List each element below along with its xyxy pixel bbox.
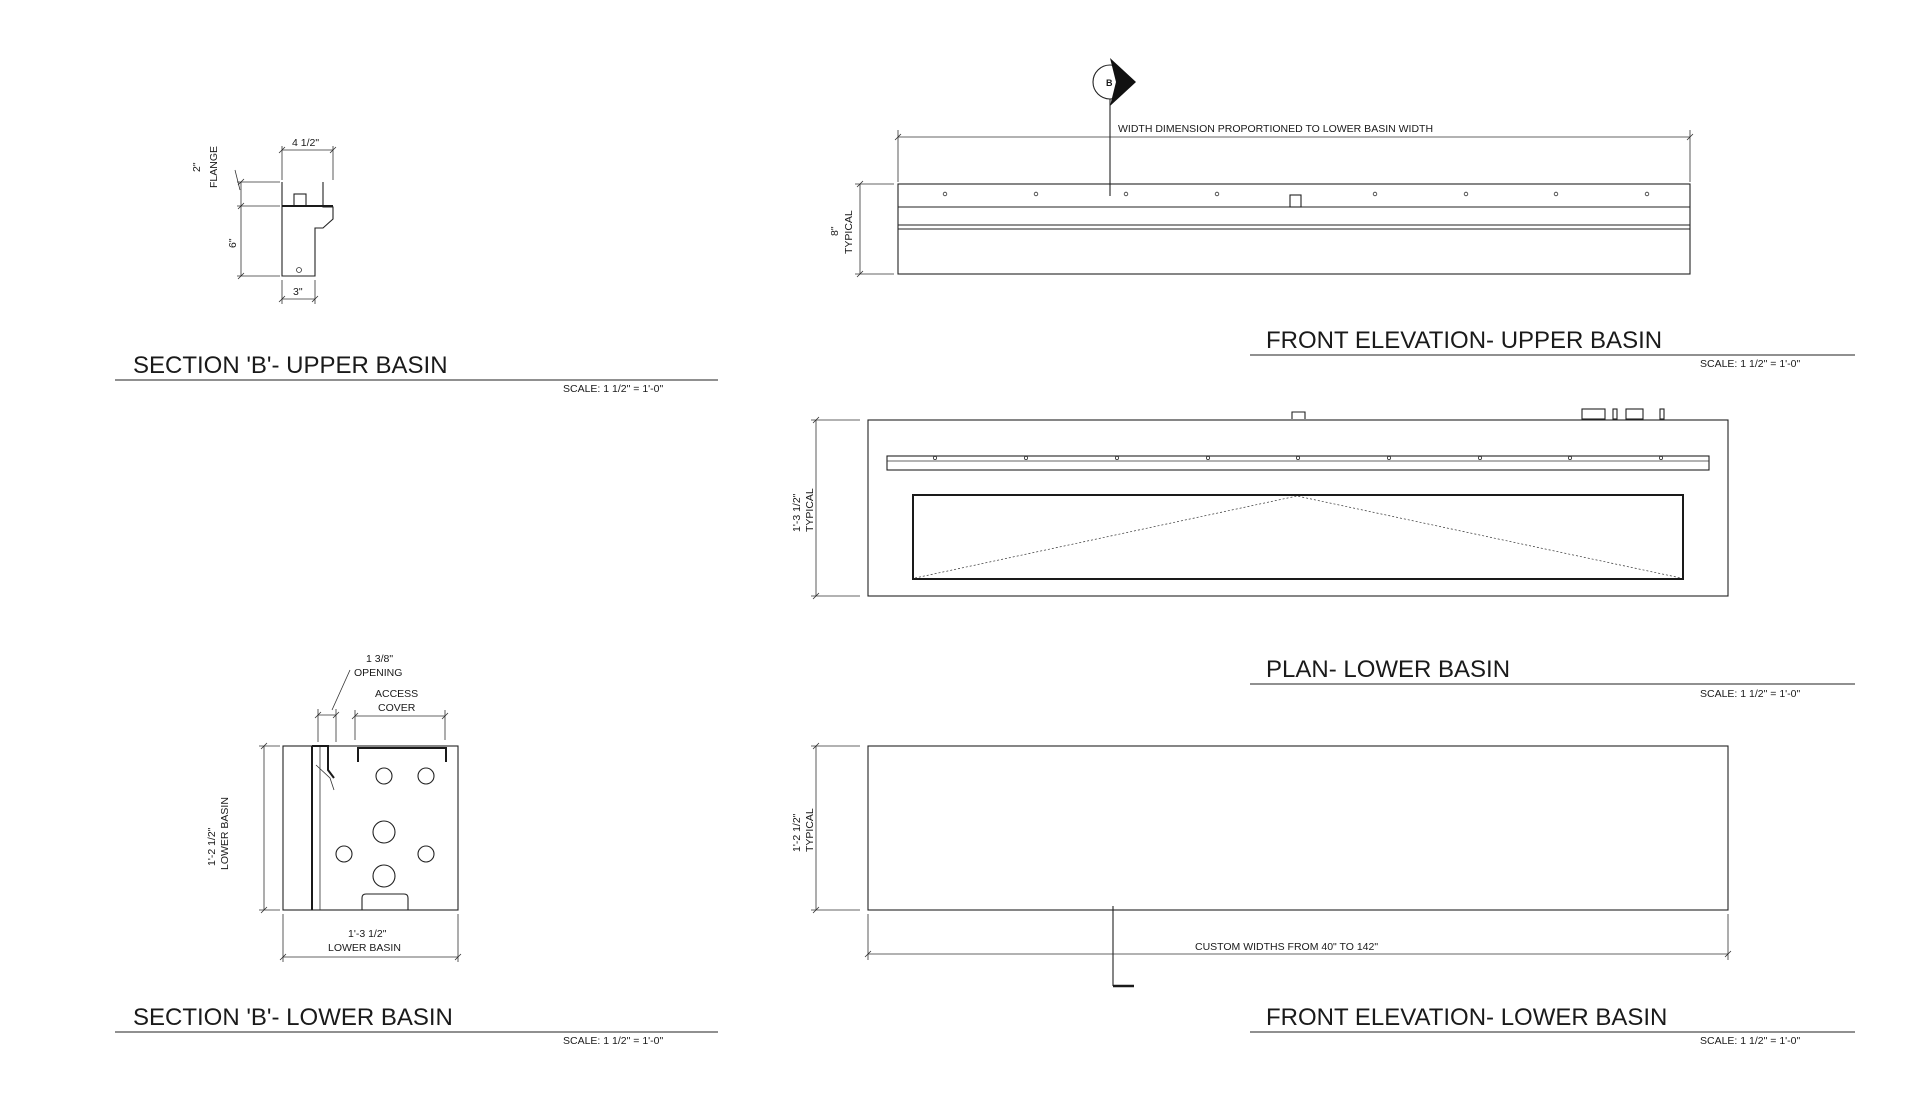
- lower-section-access-line2: COVER: [378, 702, 416, 714]
- lower-section-access-line1: ACCESS: [375, 688, 419, 700]
- upper-front-title: FRONT ELEVATION- UPPER BASIN: [1266, 327, 1663, 354]
- section-lower-basin-view: [115, 653, 718, 1047]
- upper-front-scale: SCALE: 1 1/2" = 1'-0": [1700, 358, 1801, 370]
- plan-depth-label: TYPICAL: [804, 488, 816, 532]
- plan-depth-value: 1'-3 1/2": [791, 493, 803, 532]
- lower-section-height-value: 1'-2 1/2": [206, 827, 218, 866]
- plan-scale: SCALE: 1 1/2" = 1'-0": [1700, 688, 1801, 700]
- front-elevation-lower-basin-view: [791, 743, 1855, 1047]
- lower-section-width-value: 1'-3 1/2": [348, 928, 387, 940]
- upper-front-width-note: WIDTH DIMENSION PROPORTIONED TO LOWER BASIN WIDTH: [1118, 123, 1434, 135]
- upper-section-flange-label: FLANGE: [208, 145, 220, 188]
- section-marker-label: B: [1106, 78, 1113, 88]
- lower-section-title: SECTION 'B'- LOWER BASIN: [133, 1004, 453, 1031]
- lower-front-width-note: CUSTOM WIDTHS FROM 40" TO 142": [1195, 941, 1379, 953]
- lower-front-height-value: 1'-2 1/2": [791, 813, 803, 852]
- lower-front-height-label: TYPICAL: [804, 808, 816, 852]
- upper-section-height: 6": [227, 238, 239, 248]
- lower-front-scale: SCALE: 1 1/2" = 1'-0": [1700, 1035, 1801, 1047]
- upper-section-title: SECTION 'B'- UPPER BASIN: [133, 352, 448, 379]
- plan-lower-basin-view: [791, 409, 1855, 700]
- lower-section-opening-value: 1 3/8": [366, 653, 394, 665]
- upper-section-flange-value: 2": [191, 162, 203, 172]
- upper-front-height-label: TYPICAL: [843, 210, 855, 254]
- upper-front-height-value: 8": [829, 226, 841, 236]
- lower-section-width-label: LOWER BASIN: [328, 942, 401, 954]
- front-elevation-upper-basin-view: [829, 58, 1855, 370]
- section-upper-basin-view: [115, 137, 718, 395]
- upper-section-scale: SCALE: 1 1/2" = 1'-0": [563, 383, 664, 395]
- plan-bolt-holes: [933, 456, 1662, 459]
- lower-section-opening-label: OPENING: [354, 667, 403, 679]
- lower-section-height-label: LOWER BASIN: [219, 797, 231, 870]
- lower-front-title: FRONT ELEVATION- LOWER BASIN: [1266, 1004, 1668, 1031]
- upper-section-top-width: 4 1/2": [292, 137, 320, 149]
- upper-section-bottom-width: 3": [293, 286, 303, 298]
- plan-title: PLAN- LOWER BASIN: [1266, 656, 1511, 683]
- lower-section-scale: SCALE: 1 1/2" = 1'-0": [563, 1035, 664, 1047]
